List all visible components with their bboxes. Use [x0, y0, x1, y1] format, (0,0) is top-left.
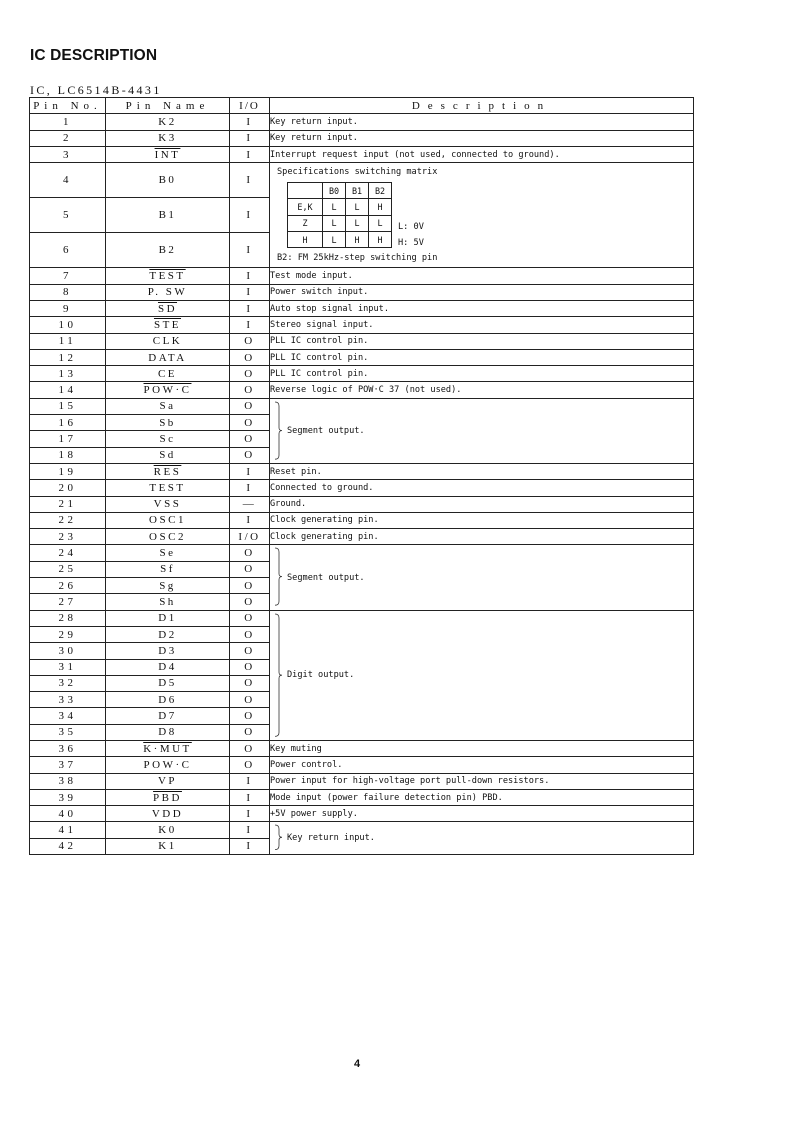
- pin-name-text: P. SW: [147, 286, 188, 299]
- pin-io: O: [230, 643, 270, 659]
- matrix-cell: Z: [288, 215, 323, 231]
- pin-io: I: [230, 284, 270, 300]
- pin-name: [106, 708, 230, 724]
- pin-name: [106, 594, 230, 610]
- table-row: [30, 130, 694, 146]
- pin-name-text: TEST: [149, 481, 186, 494]
- pin-io: I: [230, 773, 270, 789]
- pin-number: 40: [30, 806, 106, 822]
- table-row: [30, 300, 694, 316]
- pin-name-text: B0: [158, 174, 177, 187]
- pin-name: [106, 333, 230, 349]
- pin-description: Clock generating pin.: [270, 512, 694, 528]
- pin-io: I: [230, 317, 270, 333]
- pin-number: 25: [30, 561, 106, 577]
- pin-table: [29, 97, 694, 855]
- group-description: [270, 610, 694, 740]
- table-row: [30, 333, 694, 349]
- pin-name: [106, 268, 230, 284]
- matrix-cell: H: [288, 232, 323, 248]
- pin-number: 42: [30, 838, 106, 854]
- pin-io: O: [230, 578, 270, 594]
- pin-name-text: D4: [158, 661, 177, 674]
- pin-name: [106, 415, 230, 431]
- pin-name: [106, 366, 230, 382]
- pin-io: I: [230, 233, 270, 268]
- table-row: [30, 268, 694, 284]
- pin-number: 37: [30, 757, 106, 773]
- pin-name: [106, 838, 230, 854]
- pin-io: O: [230, 415, 270, 431]
- pin-name-text: D1: [158, 612, 177, 625]
- spec-title: Specifications switching matrix: [277, 167, 438, 178]
- pin-number: 20: [30, 480, 106, 496]
- table-row: [30, 822, 694, 838]
- pin-name: [106, 724, 230, 740]
- table-row: [30, 114, 694, 130]
- spec-matrix-cell: [270, 163, 694, 268]
- pin-name-text: K3: [158, 132, 177, 145]
- table-row: [30, 317, 694, 333]
- pin-io: I: [230, 300, 270, 316]
- table-row: [30, 529, 694, 545]
- pin-name: [106, 692, 230, 708]
- table-row: [30, 349, 694, 365]
- pin-name: [106, 382, 230, 398]
- pin-name-text: Sa: [159, 400, 176, 413]
- pin-number: 1: [30, 114, 106, 130]
- pin-number: 11: [30, 333, 106, 349]
- pin-name-text: K1: [158, 840, 177, 853]
- pin-io: I: [230, 512, 270, 528]
- pin-io: I: [230, 806, 270, 822]
- pin-name-text: D2: [158, 628, 177, 641]
- pin-name-text: $\overline{INT}$: [154, 148, 181, 161]
- section-title: IC DESCRIPTION: [30, 47, 158, 64]
- pin-name-text: B1: [158, 209, 177, 222]
- spec-note: B2: FM 25kHz-step switching pin: [277, 253, 438, 264]
- pin-name-text: OSC1: [149, 514, 186, 527]
- pin-number: 33: [30, 692, 106, 708]
- pin-number: 14: [30, 382, 106, 398]
- table-row: [30, 463, 694, 479]
- table-row: [30, 610, 694, 626]
- pin-io: I: [230, 163, 270, 198]
- pin-name: [106, 317, 230, 333]
- pin-number: 12: [30, 349, 106, 365]
- header-description: Description: [270, 98, 694, 114]
- pin-description: Ground.: [270, 496, 694, 512]
- group-description: [270, 545, 694, 610]
- matrix-cell: L: [346, 215, 369, 231]
- pin-name-text: D7: [158, 710, 177, 723]
- pin-name: [106, 447, 230, 463]
- pin-name: [106, 773, 230, 789]
- table-row: [30, 757, 694, 773]
- table-row: [30, 806, 694, 822]
- pin-name: [106, 431, 230, 447]
- pin-name-text: Sh: [159, 595, 176, 608]
- pin-number: 2: [30, 130, 106, 146]
- pin-name: [106, 545, 230, 561]
- page-number: 4: [354, 1058, 361, 1070]
- pin-name: [106, 146, 230, 162]
- pin-number: 30: [30, 643, 106, 659]
- pin-io: O: [230, 594, 270, 610]
- table-row: [30, 789, 694, 805]
- pin-name-text: POW·C: [143, 384, 192, 397]
- table-row: [30, 382, 694, 398]
- pin-name-text: Sc: [159, 432, 176, 445]
- pin-name-text: D6: [158, 693, 177, 706]
- table-row: [30, 773, 694, 789]
- pin-io: I: [230, 838, 270, 854]
- ic-title: IC, LC6514B-4431: [30, 83, 162, 97]
- pin-number: 4: [30, 163, 106, 198]
- matrix-cell: H: [369, 232, 392, 248]
- pin-description: Clock generating pin.: [270, 529, 694, 545]
- pin-name: [106, 529, 230, 545]
- pin-io: I: [230, 480, 270, 496]
- table-row: [30, 740, 694, 756]
- pin-name: [106, 610, 230, 626]
- pin-number: 13: [30, 366, 106, 382]
- pin-io: I: [230, 146, 270, 162]
- pin-io: —: [230, 496, 270, 512]
- brace-icon: [273, 547, 283, 606]
- pin-name: [106, 806, 230, 822]
- pin-number: 7: [30, 268, 106, 284]
- pin-io: I: [230, 114, 270, 130]
- table-row: [30, 163, 694, 198]
- pin-name-text: OSC2: [149, 530, 186, 543]
- pin-name-text: VSS: [153, 498, 182, 511]
- pin-io: O: [230, 561, 270, 577]
- matrix-cell: L: [369, 215, 392, 231]
- pin-number: 21: [30, 496, 106, 512]
- pin-name-text: CE: [157, 367, 178, 380]
- pin-name-text: D8: [158, 726, 177, 739]
- table-row: [30, 496, 694, 512]
- pin-description: Key return input.: [270, 130, 694, 146]
- matrix-cell: H: [346, 232, 369, 248]
- pin-io: O: [230, 757, 270, 773]
- pin-name-text: K·MUT: [143, 742, 192, 755]
- pin-name: [106, 233, 230, 268]
- pin-number: 39: [30, 789, 106, 805]
- pin-number: 32: [30, 675, 106, 691]
- pin-name-text: Sg: [159, 579, 176, 592]
- pin-description: Power input for high-voltage port pull-down resistors.: [270, 773, 694, 789]
- pin-number: 34: [30, 708, 106, 724]
- pin-name: [106, 284, 230, 300]
- pin-number: 36: [30, 740, 106, 756]
- table-row: [30, 480, 694, 496]
- pin-number: 18: [30, 447, 106, 463]
- pin-table-body: [30, 114, 694, 855]
- pin-io: O: [230, 398, 270, 414]
- table-row: [30, 512, 694, 528]
- pin-name-text: CLK: [152, 335, 183, 348]
- pin-io: I/O: [230, 529, 270, 545]
- pin-number: 8: [30, 284, 106, 300]
- pin-io: O: [230, 447, 270, 463]
- pin-name-text: Se: [159, 547, 176, 560]
- pin-name: [106, 463, 230, 479]
- group-text: Key return input.: [287, 833, 375, 844]
- pin-number: 29: [30, 626, 106, 642]
- pin-name: [106, 496, 230, 512]
- pin-io: O: [230, 659, 270, 675]
- group-text: Digit output.: [287, 670, 355, 681]
- pin-name: [106, 659, 230, 675]
- brace-icon: [273, 401, 283, 460]
- pin-io: O: [230, 708, 270, 724]
- pin-number: 22: [30, 512, 106, 528]
- pin-name: [106, 643, 230, 659]
- pin-name-text: $\overline{PBD}$: [153, 791, 182, 804]
- pin-name-text: Sb: [159, 416, 176, 429]
- pin-name-text: K0: [158, 824, 177, 837]
- pin-name-text: D3: [158, 644, 177, 657]
- pin-number: 3: [30, 146, 106, 162]
- pin-io: I: [230, 789, 270, 805]
- pin-name: [106, 789, 230, 805]
- pin-description: PLL IC control pin.: [270, 366, 694, 382]
- pin-number: 9: [30, 300, 106, 316]
- pin-io: O: [230, 692, 270, 708]
- pin-description: Stereo signal input.: [270, 317, 694, 333]
- pin-number: 41: [30, 822, 106, 838]
- table-row: [30, 545, 694, 561]
- pin-io: I: [230, 130, 270, 146]
- table-row: [30, 284, 694, 300]
- pin-io: O: [230, 610, 270, 626]
- pin-name: [106, 114, 230, 130]
- matrix-cell: L: [323, 215, 346, 231]
- pin-description: Power switch input.: [270, 284, 694, 300]
- pin-io: O: [230, 740, 270, 756]
- table-row: [30, 366, 694, 382]
- pin-name: [106, 300, 230, 316]
- header-pin-no: Pin No.: [30, 98, 106, 114]
- pin-io: O: [230, 333, 270, 349]
- pin-description: PLL IC control pin.: [270, 333, 694, 349]
- pin-number: 26: [30, 578, 106, 594]
- pin-name-text: DATA: [148, 351, 187, 364]
- pin-description: PLL IC control pin.: [270, 349, 694, 365]
- pin-io: O: [230, 349, 270, 365]
- pin-description: Interrupt request input (not used, connected to ground).: [270, 146, 694, 162]
- pin-number: 35: [30, 724, 106, 740]
- pin-number: 15: [30, 398, 106, 414]
- matrix-cell: E,K: [288, 199, 323, 215]
- matrix-header: B2: [369, 183, 392, 199]
- pin-number: 16: [30, 415, 106, 431]
- legend-l: L: 0V: [398, 222, 424, 233]
- matrix-cell: L: [323, 199, 346, 215]
- pin-name: [106, 163, 230, 198]
- pin-number: 23: [30, 529, 106, 545]
- pin-number: 28: [30, 610, 106, 626]
- matrix-cell: L: [346, 199, 369, 215]
- pin-description: Key muting: [270, 740, 694, 756]
- pin-name-text: Sd: [159, 449, 176, 462]
- pin-name-text: VP: [157, 775, 178, 788]
- pin-number: 27: [30, 594, 106, 610]
- table-row: [30, 398, 694, 414]
- header-row: [30, 98, 694, 114]
- pin-name-text: VDD: [151, 807, 184, 820]
- pin-name: [106, 675, 230, 691]
- pin-number: 19: [30, 463, 106, 479]
- pin-name-text: POW·C: [143, 758, 192, 771]
- matrix-header: B1: [346, 183, 369, 199]
- pin-number: 6: [30, 233, 106, 268]
- pin-io: O: [230, 626, 270, 642]
- table-row: [30, 146, 694, 162]
- pin-name: [106, 349, 230, 365]
- header-io: I/O: [230, 98, 270, 114]
- pin-io: I: [230, 268, 270, 284]
- pin-number: 24: [30, 545, 106, 561]
- pin-name-text: $\overline{STE}$: [153, 318, 182, 331]
- pin-name: [106, 198, 230, 233]
- legend-h: H: 5V: [398, 238, 424, 249]
- matrix-header: B0: [323, 183, 346, 199]
- spec-matrix: [287, 182, 392, 248]
- group-text: Segment output.: [287, 425, 365, 436]
- pin-number: 38: [30, 773, 106, 789]
- pin-io: O: [230, 382, 270, 398]
- pin-number: 17: [30, 431, 106, 447]
- pin-name: [106, 398, 230, 414]
- group-description: [270, 822, 694, 855]
- pin-name: [106, 130, 230, 146]
- pin-name-text: Sf: [160, 563, 175, 576]
- pin-description: Mode input (power failure detection pin) PBD.: [270, 789, 694, 805]
- pin-name-text: TEST: [149, 270, 186, 283]
- pin-description: Connected to ground.: [270, 480, 694, 496]
- pin-name: [106, 480, 230, 496]
- group-description: [270, 398, 694, 463]
- pin-name: [106, 578, 230, 594]
- pin-description: Auto stop signal input.: [270, 300, 694, 316]
- brace-icon: [273, 613, 283, 737]
- pin-name: [106, 561, 230, 577]
- brace-icon: [273, 824, 283, 851]
- pin-description: Test mode input.: [270, 268, 694, 284]
- pin-name: [106, 626, 230, 642]
- pin-io: O: [230, 366, 270, 382]
- pin-number: 5: [30, 198, 106, 233]
- pin-number: 31: [30, 659, 106, 675]
- pin-name-text: K2: [158, 115, 177, 128]
- pin-io: I: [230, 822, 270, 838]
- pin-description: Key return input.: [270, 114, 694, 130]
- matrix-cell: L: [323, 232, 346, 248]
- pin-description: Power control.: [270, 757, 694, 773]
- pin-name-text: B2: [158, 244, 177, 257]
- header-pin-name: Pin Name: [106, 98, 230, 114]
- pin-io: O: [230, 431, 270, 447]
- pin-description: +5V power supply.: [270, 806, 694, 822]
- pin-io: I: [230, 463, 270, 479]
- pin-io: I: [230, 198, 270, 233]
- pin-name-text: D5: [158, 677, 177, 690]
- pin-name-text: $\overline{RES}$: [153, 465, 182, 478]
- matrix-cell: H: [369, 199, 392, 215]
- pin-description: Reset pin.: [270, 463, 694, 479]
- pin-name-text: $\overline{SD}$: [157, 302, 178, 315]
- pin-io: O: [230, 545, 270, 561]
- pin-io: O: [230, 724, 270, 740]
- group-text: Segment output.: [287, 572, 365, 583]
- pin-name: [106, 512, 230, 528]
- pin-name: [106, 822, 230, 838]
- pin-io: O: [230, 675, 270, 691]
- pin-name: [106, 757, 230, 773]
- pin-number: 10: [30, 317, 106, 333]
- pin-name: [106, 740, 230, 756]
- matrix-header: [288, 183, 323, 199]
- pin-description: Reverse logic of POW·C 37 (not used).: [270, 382, 694, 398]
